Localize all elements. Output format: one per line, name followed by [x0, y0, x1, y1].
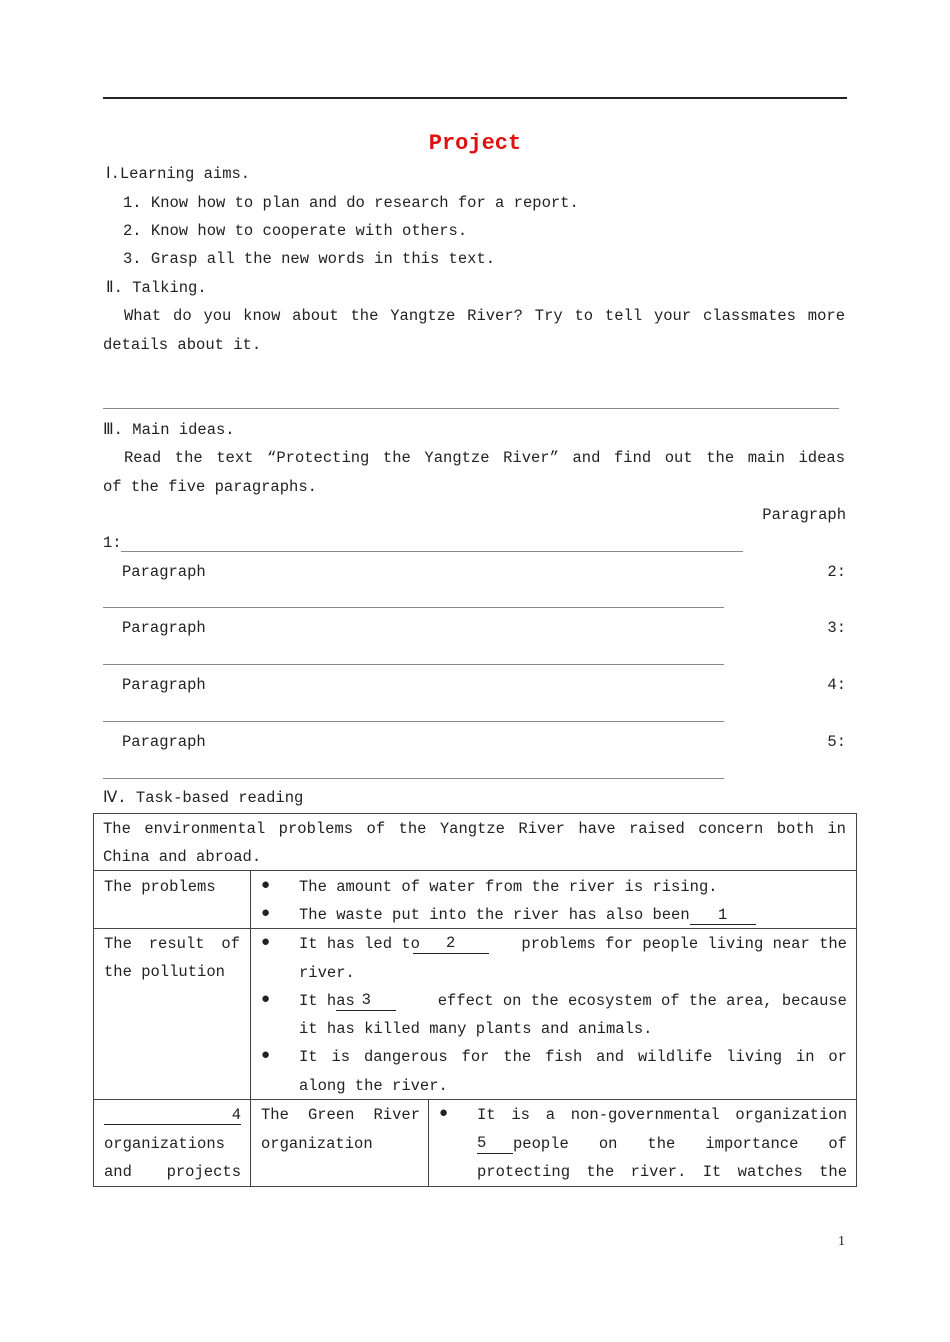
result-content-cell — [250, 928, 857, 1100]
talking-text: What do you know about the Yangtze River? Try to tell your classmates more — [124, 307, 845, 325]
organizations-label-cell — [93, 1099, 251, 1187]
blank-4[interactable]: 4 — [104, 1106, 241, 1125]
bullet-text: The waste put into the river has also been — [299, 906, 690, 924]
organization-content-cell — [428, 1099, 857, 1187]
main-ideas-text: of the five paragraphs. — [103, 478, 317, 496]
row-label: and projects — [104, 1163, 241, 1181]
answer-line — [103, 664, 724, 665]
organization-name: organization — [261, 1135, 373, 1153]
result-label-cell — [93, 928, 251, 1100]
problems-label-cell — [93, 870, 251, 929]
paragraph-label: Paragraph — [122, 619, 206, 637]
bullet-text: problems for people living near the — [521, 935, 847, 953]
talking-text: details about it. — [103, 336, 262, 354]
header-rule — [103, 97, 847, 99]
problems-content-cell — [250, 870, 857, 929]
paragraph-number: 5: — [827, 733, 846, 751]
row-label: The problems — [104, 878, 216, 896]
answer-line — [103, 607, 724, 608]
organization-name-cell — [250, 1099, 429, 1187]
bullet-icon: ● — [261, 877, 271, 894]
paragraph-number: 1: — [103, 534, 122, 552]
section-2-heading: Ⅱ. Talking. — [106, 279, 207, 297]
aim-item: 1. Know how to plan and do research for a report. — [123, 194, 579, 212]
row-label: organizations — [104, 1135, 225, 1153]
bullet-text: people on the importance of — [513, 1135, 847, 1153]
paragraph-number: 4: — [827, 676, 846, 694]
blank-2[interactable]: 2 — [413, 934, 489, 954]
page-title: Project — [428, 131, 522, 156]
blank-1[interactable]: 1 — [690, 906, 756, 925]
paragraph-label: Paragraph — [122, 733, 206, 751]
section-1-heading: Ⅰ.Learning aims. — [106, 165, 251, 183]
bullet-text: protecting the river. It watches the — [477, 1163, 847, 1181]
aim-item: 3. Grasp all the new words in this text. — [123, 250, 496, 268]
bullet-icon: ● — [261, 991, 271, 1008]
answer-line — [121, 551, 743, 552]
answer-line — [103, 721, 724, 722]
paragraph-label: Paragraph — [122, 676, 206, 694]
intro-text: China and abroad. — [103, 848, 262, 866]
bullet-text: It has — [299, 992, 355, 1010]
bullet-text: effect on the ecosystem of the area, because — [437, 992, 847, 1010]
intro-text: The environmental problems of the Yangtze River have raised concern both in — [103, 820, 846, 838]
organization-name: The Green River — [261, 1106, 420, 1124]
section-3-heading: Ⅲ. Main ideas. — [103, 421, 235, 439]
page-number: 1 — [838, 1234, 845, 1249]
bullet-icon: ● — [439, 1105, 449, 1122]
aim-item: 2. Know how to cooperate with others. — [123, 222, 468, 240]
bullet-text: it has killed many plants and animals. — [299, 1020, 653, 1038]
bullet-text: The amount of water from the river is rising. — [299, 878, 718, 896]
blank-3[interactable]: 3 — [336, 991, 396, 1011]
section-4-heading: Ⅳ. Task-based reading — [103, 789, 304, 807]
main-ideas-text: Read the text “Protecting the Yangtze River” and find out the main ideas — [124, 449, 845, 467]
bullet-text: along the river. — [299, 1077, 448, 1095]
table-intro-cell — [93, 813, 857, 871]
row-label: the pollution — [104, 963, 225, 981]
paragraph-label: Paragraph — [122, 563, 206, 581]
bullet-text: It has led to — [299, 935, 420, 953]
bullet-icon: ● — [261, 1047, 271, 1064]
blank-5[interactable]: 5 — [477, 1134, 513, 1154]
row-label: The result of — [104, 935, 240, 953]
bullet-icon: ● — [261, 934, 271, 951]
paragraph-number: 2: — [827, 563, 846, 581]
bullet-icon: ● — [261, 905, 271, 922]
answer-line — [103, 778, 724, 779]
answer-line — [103, 408, 839, 409]
bullet-text: river. — [299, 964, 355, 982]
bullet-text: It is a non-governmental organization — [477, 1106, 847, 1124]
paragraph-label: Paragraph — [762, 506, 846, 524]
bullet-text: It is dangerous for the fish and wildlife living in or — [299, 1048, 847, 1066]
paragraph-number: 3: — [827, 619, 846, 637]
